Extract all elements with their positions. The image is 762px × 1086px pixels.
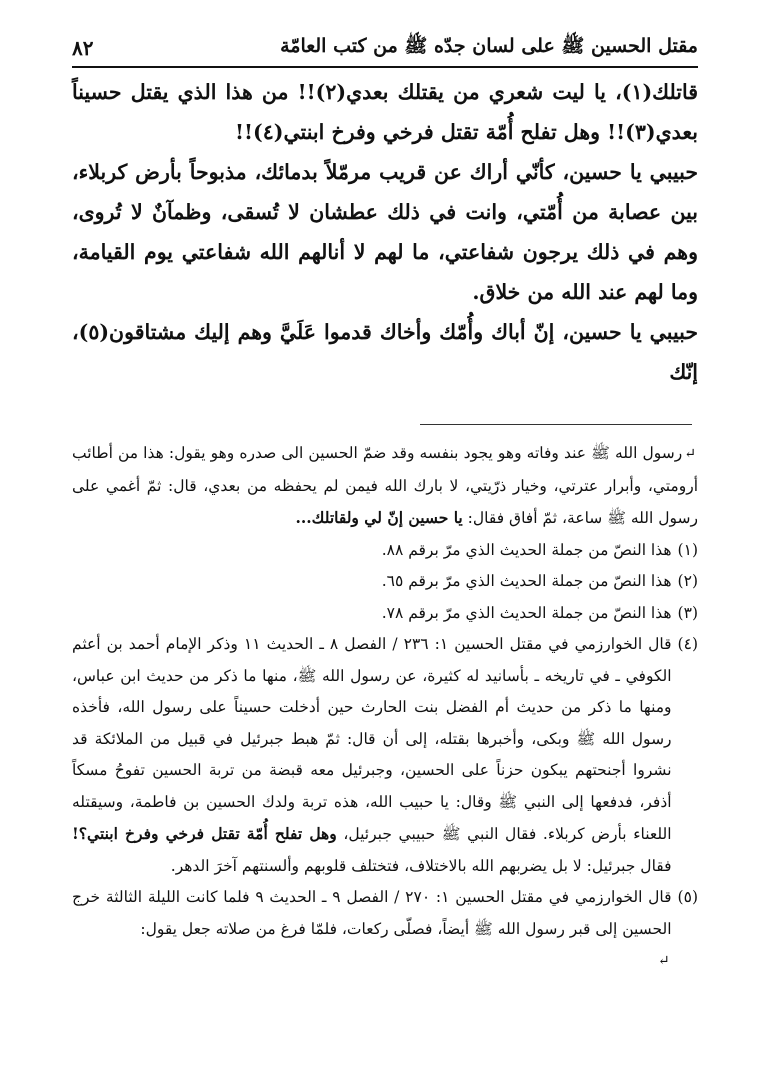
footnote-4 [72,629,698,882]
footnote-number: (١) [677,540,698,559]
page-number: ٨٢ [72,36,94,60]
footnote-text: هذا النصّ من جملة الحديث الذي مرّ برقم ٦٥. [381,572,672,590]
footnote-number: (٣) [677,603,698,622]
footnote-continuation: ↵رسول الله ﷺ عند وفاته وهو يجود بنفسه وقد ضمّ الحسين الى صدره وهو يقول: هذا من أطائب أرومتي، وأبرار عترتي، وخيار ذرّيتي، لا بارك الله فيمن لم يحفظه من بعدي، قال: ثمّ أغمي على رسول الله ﷺ ساعة، ثمّ أفاق فقال: يا حسين إنّ لي ولقاتلك... [72,438,698,535]
page-header [72,30,698,68]
main-paragraph: حبيبي يا حسين، إنّ أباك وأُمّك وأخاك قدموا عَلَيَّ وهم إليك مشتاقون(٥)، إنّك [72,320,698,384]
footnote-number: (٤) [677,635,698,653]
footnote-2 [72,566,698,598]
main-text [72,72,698,392]
running-title: مقتل الحسين ﷺ على لسان جدّه ﷺ من كتب العامّة [280,35,698,57]
main-paragraph: قاتلك(١)، يا ليت شعري من يقتلك بعدي(٢)!! من هذا الذي يقتل حسيناً بعدي(٣)!! وهل تفلح أُمّة تقتل فرخي وفرخ ابنتي(٤)!! [72,80,698,144]
footnotes [72,438,698,978]
continuation-arrow-icon: ↵ [684,446,696,462]
footnote-5 [72,882,698,978]
footnote-3 [72,598,698,630]
footnote-text: قال الخوارزمي في مقتل الحسين ١: ٢٧٠ / الفصل ٩ ـ الحديث ٩ فلما كانت الليلة الثالثة خرج الحسين إلى قبر رسول الله ﷺ أيضاً، فصلّى ركعات، فلمّا فرغ من صلاته جعل يقول: ↵ [72,882,672,978]
footnote-number: (٥) [677,888,698,906]
footnote-text: قال الخوارزمي في مقتل الحسين ١: ٢٣٦ / الفصل ٨ ـ الحديث ١١ وذكر الإمام أحمد بن أعثم الكوفي ـ في تاريخه ـ بأسانيد له كثيرة، عن رسول الله ﷺ، منها ما ذكر من حديث ابن عباس، ومنها ما ذكر من حديث أم الفضل بنت الحارث حين أدخلت حسيناً على رسول الله، فأخذه رسول الله ﷺ وبكى، وأخبرها بقتله، إلى أن قال: ثمّ هبط جبرئيل في قبيل من الملائكة قد نشروا أجنحتهم يبكون حزناً على الحسين، وجبرئيل معه قبضة من تربة الحسين تفوحُ مسكاً أذفر، فدفعها إلى النبي ﷺ وقال: يا حبيب الله، هذه تربة ولدك الحسين بن فاطمة، وسيقتله اللعناء بأرض كربلاء. فقال النبي ﷺ حبيبي جبرئيل، وهل تفلح أُمّة تقتل فرخي وفرخ ابنتي؟! فقال جبرئيل: لا بل يضربهم الله بالاختلاف، فتختلف قلوبهم وألسنتهم آخرَ الدهر. [72,635,672,875]
footnote-1 [72,535,698,567]
continuation-arrow-icon: ↵ [657,953,670,969]
footnote-divider [420,424,692,425]
footnote-text: هذا النصّ من جملة الحديث الذي مرّ برقم ٧٨. [381,603,672,622]
main-paragraph: حبيبي يا حسين، كأنّي أراك عن قريب مرمّلاً بدمائك، مذبوحاً بأرض كربلاء، بين عصابة من أُمّتي، وانت في ذلك عطشان لا تُسقى، وظمآنٌ لا تُروى، وهم في ذلك يرجون شفاعتي، ما لهم لا أنالهم الله شفاعتي يوم القيامة، وما لهم عند الله من خلاق. [72,160,698,304]
footnote-number: (٢) [677,572,698,590]
footnote-text: هذا النصّ من جملة الحديث الذي مرّ برقم ٨٨. [381,540,672,559]
